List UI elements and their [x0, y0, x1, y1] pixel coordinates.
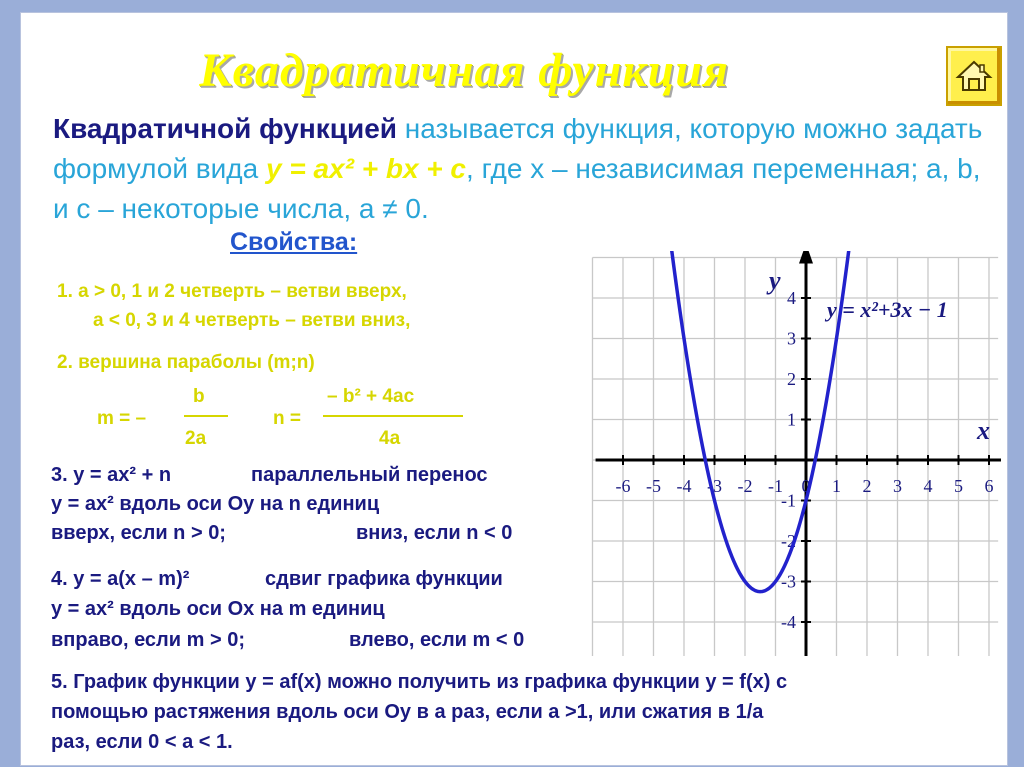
x-tick-label: -6	[615, 476, 631, 496]
y-axis-label: y	[769, 266, 781, 295]
x-tick-label: 6	[984, 476, 994, 496]
property-4-line-2: y = ax² вдоль оси Ох на m единиц	[51, 598, 385, 620]
formula-n-fraction-line	[323, 415, 463, 417]
y-tick-label: -2	[781, 531, 796, 551]
property-3-line-1a: 3. y = ax² + n	[51, 464, 172, 486]
formula-n-denominator: 4a	[379, 428, 401, 449]
formula-n-numerator: – b² + 4ac	[327, 386, 415, 407]
property-4-line-1a: 4. y = a(x – m)²	[51, 568, 190, 590]
formula-m-fraction-line	[184, 415, 228, 417]
property-3-line-2: y = ax² вдоль оси Оy на n единиц	[51, 493, 380, 515]
property-1-line-1: 1. a > 0, 1 и 2 четверть – ветви вверх,	[57, 281, 407, 302]
y-tick-label: 2	[787, 369, 796, 389]
x-tick-label: 1	[832, 476, 841, 496]
x-tick-label: 0	[801, 476, 811, 496]
y-tick-label: -3	[781, 571, 796, 592]
definition-text	[53, 109, 1003, 229]
property-4-line-1b: сдвиг графика функции	[265, 568, 503, 590]
y-tick-label: -1	[781, 490, 796, 511]
property-2-line-1: 2. вершина параболы (m;n)	[57, 352, 315, 373]
slide-title: Квадратичная функция	[199, 44, 729, 97]
home-button[interactable]	[946, 46, 1002, 106]
x-tick-label: -1	[768, 476, 783, 496]
formula-m-left: m = –	[97, 408, 147, 429]
property-5-line-1: 5. График функции y = af(x) можно получить из графика функции y = f(x) с	[51, 671, 788, 693]
property-4-line-3b: влево, если m < 0	[349, 629, 525, 651]
definition-part1: называется функция, которую можно задать формулой вида	[53, 113, 983, 184]
y-tick-label: -4	[781, 612, 796, 632]
equation-label: y = x²+3x − 1	[827, 297, 948, 322]
y-tick-label: 1	[787, 409, 796, 430]
x-tick-label: -2	[737, 476, 753, 496]
properties-title: Свойства:	[230, 228, 358, 256]
x-tick-label: 5	[954, 476, 963, 496]
x-tick-label: 3	[893, 476, 902, 496]
x-tick-label: 2	[862, 476, 872, 496]
property-3-line-3a: вверх, если n > 0;	[51, 522, 226, 544]
formula-m-numerator: b	[193, 386, 205, 407]
formula-n-left: n =	[273, 408, 301, 429]
x-tick-label: 4	[923, 476, 933, 496]
property-1-line-2: a < 0, 3 и 4 четверть – ветви вниз,	[93, 310, 411, 331]
property-5-line-2: помощью растяжения вдоль оси Оy в a раз, если a >1, или сжатия в 1/a	[51, 701, 764, 723]
definition-part2: , где x – независимая переменная; a, b, и c – некоторые числа, a ≠ 0.	[53, 153, 981, 224]
x-tick-label: -3	[707, 476, 722, 496]
property-5-line-3: раз, если 0 < a < 1.	[51, 731, 233, 753]
x-tick-label: -5	[646, 476, 661, 496]
slide	[20, 12, 1008, 766]
property-3-line-1b: параллельный перенос	[251, 464, 488, 486]
formula-m-denominator: 2a	[185, 428, 207, 449]
property-3-line-3b: вниз, если n < 0	[356, 522, 513, 544]
parabola-chart	[591, 251, 1001, 656]
y-tick-label: 3	[787, 328, 796, 349]
x-axis-label: x	[977, 416, 990, 445]
definition-term: Квадратичной функцией	[53, 113, 397, 144]
definition-formula: y = ax² + bx + c	[265, 153, 467, 184]
home-icon	[955, 57, 993, 95]
y-tick-label: 4	[787, 288, 796, 308]
x-tick-label: -4	[676, 476, 692, 496]
property-4-line-3a: вправо, если m > 0;	[51, 629, 245, 651]
